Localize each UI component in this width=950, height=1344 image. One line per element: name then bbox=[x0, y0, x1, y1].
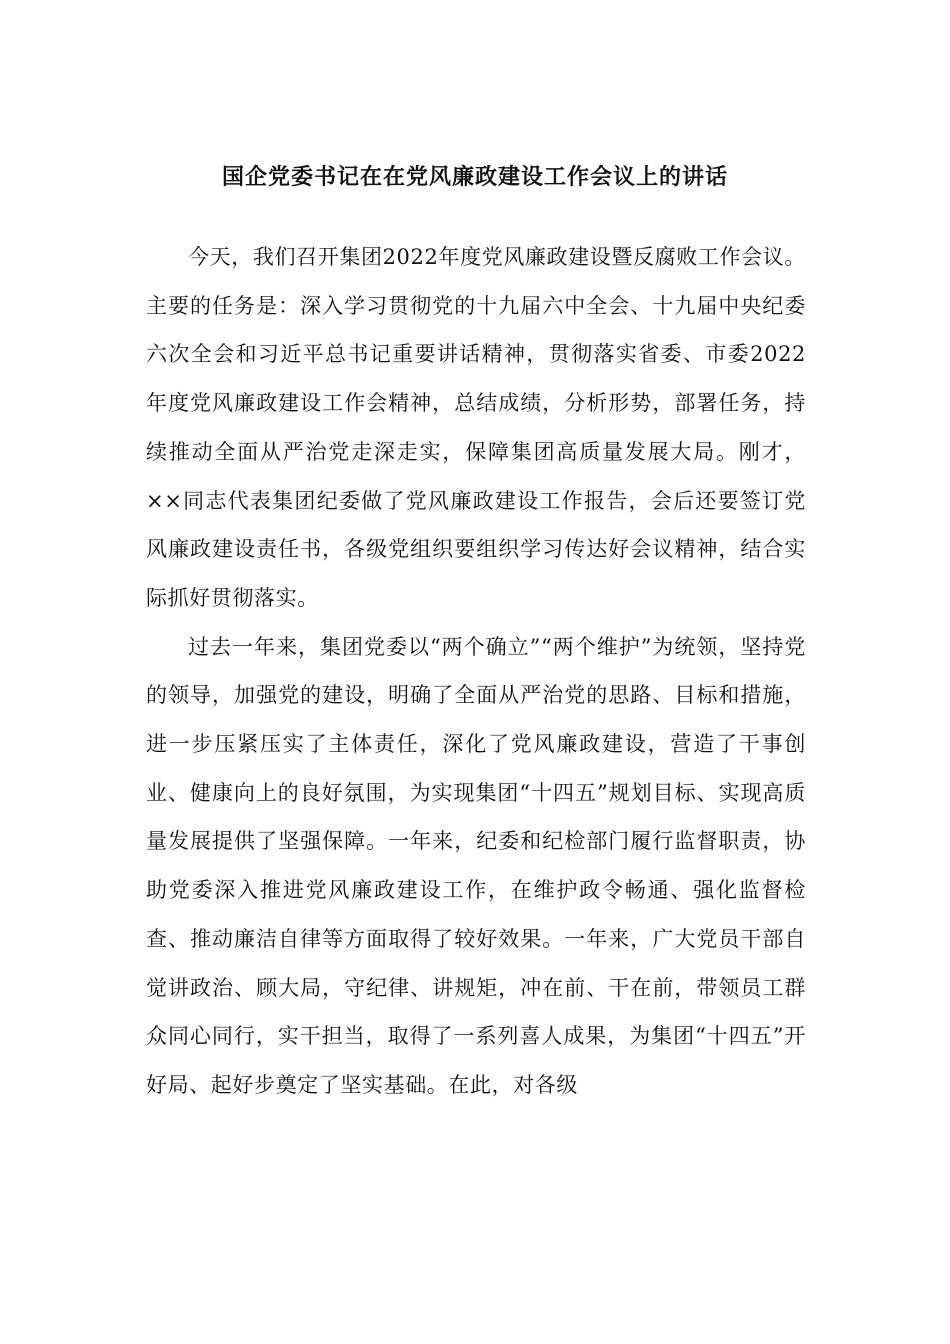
document-title: 国企党委书记在在党风廉政建设工作会议上的讲话 bbox=[221, 164, 728, 190]
paragraph: 今天，我们召开集团2022年度党风廉政建设暨反腐败工作会议。主要的任务是：深入学习贯彻党的十九届六中全会、十九届中央纪委六次全会和习近平总书记重要讲话精神，贯彻落实省委、市委2022年度党风廉政建设工作会精神，总结成绩，分析形势，部署任务，持续推动全面从严治党走深走实，保障集团高质量发展大局。刚才，××同志代表集团纪委做了党风廉政建设工作报告，会后还要签订党风廉政建设责任书，各级党组织要组织学习传达好会议精神，结合实际抓好贯彻落实。 bbox=[146, 245, 806, 610]
document-body bbox=[146, 233, 806, 1110]
paragraph: 过去一年来，集团党委以“两个确立”“两个维护”为统领，坚持党的领导，加强党的建设，明确了全面从严治党的思路、目标和措施，进一步压紧压实了主体责任，深化了党风廉政建设，营造了干事创业、健康向上的良好氛围，为实现集团“十四五”规划目标、实现高质量发展提供了坚强保障。一年来，纪委和纪检部门履行监督职责，协助党委深入推进党风廉政建设工作，在维护政令畅通、强化监督检查、推动廉洁自律等方面取得了较好效果。一年来，广大党员干部自觉讲政治、顾大局，守纪律、讲规矩，冲在前、干在前，带领员工群众同心同行，实干担当，取得了一系列喜人成果，为集团“十四五”开好局、起好步奠定了坚实基础。在此，对各级 bbox=[146, 634, 806, 1097]
